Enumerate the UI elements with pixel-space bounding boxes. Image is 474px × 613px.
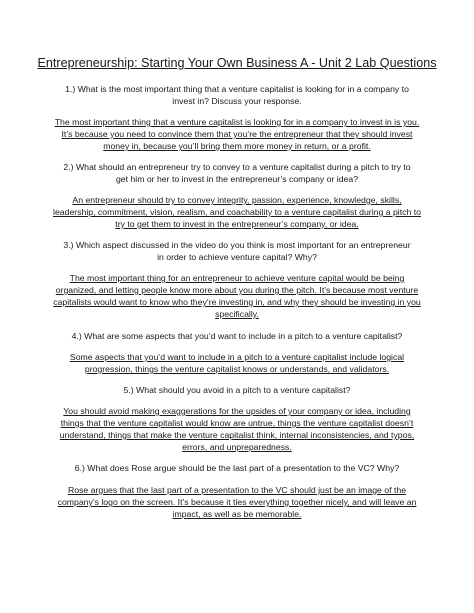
- question-6-line-1: 6.) What does Rose argue should be the last part of a presentation to the VC? Why?: [74, 463, 400, 473]
- answer-5: [40, 405, 434, 453]
- question-3: [40, 239, 434, 263]
- answer-2-line-3: try to get them to invest in the entrepreneur’s company, or idea.: [115, 219, 359, 229]
- answer-6-line-3: impact, as well as be memorable.: [172, 509, 302, 519]
- answer-1-line-3: money in, because you’ll bring them more money in return, or a profit.: [103, 141, 371, 151]
- question-3-line-1: 3.) Which aspect discussed in the video do you think is most important for an entrepreneur: [63, 240, 411, 250]
- answer-6: [40, 484, 434, 520]
- answer-5-line-1: You should avoid making exaggerations for the upsides of your company or idea, including: [63, 406, 411, 416]
- answer-6-line-1: Rose argues that the last part of a presentation to the VC should just be an image of the: [67, 485, 407, 495]
- answer-3-line-3: capitalists would want to know who they’re investing in, and why they should be investing in you: [53, 297, 421, 307]
- question-6: [40, 462, 434, 474]
- answer-4-line-2: progression, things the venture capitalist knows or understands, and validators.: [84, 364, 390, 374]
- question-5-line-1: 5.) What should you avoid in a pitch to a venture capitalist?: [123, 385, 351, 395]
- answer-2-line-2: leadership, commitment, vision, realism, and coachability to a venture capitalist during a pitch to: [53, 207, 421, 217]
- question-3-line-2: in order to achieve venture capital? Why?: [157, 252, 317, 262]
- question-1-line-2: invest in? Discuss your response.: [172, 96, 302, 106]
- answer-1-line-2: It’s because you need to convince them that you’re the entrepreneur that they should invest: [61, 129, 413, 139]
- answer-3-line-4: specifically.: [215, 309, 259, 319]
- answer-3-line-2: organized, and letting people know more about you during the pitch. It’s because most venture: [55, 285, 419, 295]
- answer-5-line-3: understand, things that make the venture capitalist think, internal inconsistencies, and typos,: [59, 430, 415, 440]
- answer-3-line-1: The most important thing for an entrepreneur to achieve venture capital would be being: [69, 273, 405, 283]
- question-2-line-1: 2.) What should an entrepreneur try to convey to a venture capitalist during a pitch to try to: [63, 162, 411, 172]
- answer-2-line-1: An entrepreneur should try to convey integrity, passion, experience, knowledge, skills,: [72, 195, 402, 205]
- question-2: [40, 161, 434, 185]
- question-4: [40, 330, 434, 342]
- answer-4-line-1: Some aspects that you’d want to include in a pitch to a venture capitalist include logical: [69, 352, 405, 362]
- answer-6-line-2: company’s logo on the screen. It’s because it ties everything together nicely, and will leave an: [57, 497, 417, 507]
- answer-5-line-2: things that the venture capitalist would know are untrue, things the venture capitalist doesn’t: [60, 418, 414, 428]
- question-4-line-1: 4.) What are some aspects that you’d want to include in a pitch to a venture capitalist?: [71, 331, 403, 341]
- answer-1: [40, 116, 434, 152]
- answer-5-line-4: errors, and unpreparedness.: [182, 442, 292, 452]
- question-1: [40, 83, 434, 107]
- answer-2: [40, 194, 434, 230]
- question-5: [40, 384, 434, 396]
- answer-1-line-1: The most important thing that a venture capitalist is looking for in a company to invest in is you.: [54, 117, 420, 127]
- answer-4: [40, 351, 434, 375]
- answer-3: [40, 272, 434, 320]
- question-2-line-2: get him or her to invest in the entrepreneur’s company or idea?: [115, 174, 359, 184]
- document-title: Entrepreneurship: Starting Your Own Business A - Unit 2 Lab Questions: [37, 56, 437, 70]
- question-1-line-1: 1.) What is the most important thing that a venture capitalist is looking for in a company to: [65, 84, 409, 94]
